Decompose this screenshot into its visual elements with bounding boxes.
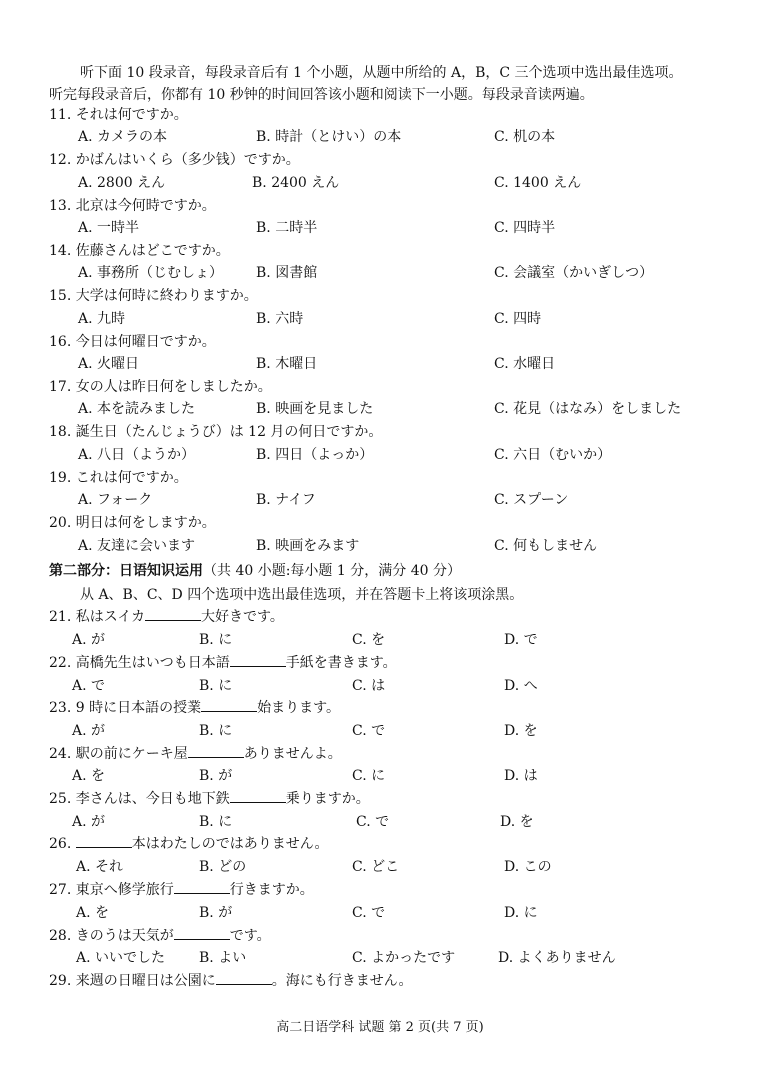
question-text: 17. 女の人は昨日何をしましたか。 (49, 379, 272, 395)
question-14 (0, 240, 760, 262)
question-13 (0, 195, 760, 217)
answer-blank (230, 652, 286, 667)
option-a: A. 八日（ようか） (78, 447, 196, 463)
stem-post: 始まります。 (257, 700, 340, 716)
option-c: C. スプーン (494, 492, 569, 508)
stem-pre: 24. 駅の前にケーキ屋 (49, 746, 188, 762)
options-19 (0, 489, 760, 511)
option-c: C. 四時 (494, 311, 542, 327)
option-a: A. 一時半 (78, 220, 140, 236)
question-16 (0, 331, 760, 353)
question-25 (0, 788, 760, 810)
option-c: C. で (352, 905, 386, 921)
question-text (49, 833, 329, 855)
intro-text-2: 听完每段录音后，你都有 10 秒钟的时间回答该小题和阅读下一小题。每段录音读两遍。 (49, 87, 594, 103)
options-24 (0, 765, 760, 787)
option-c: C. は (352, 678, 386, 694)
option-a: A. を (72, 768, 106, 784)
question-text (49, 697, 340, 719)
option-c: C. 四時半 (494, 220, 556, 236)
intro-text-1: 听下面 10 段录音，每段录音后有 1 个小题，从题中所给的 A，B，C 三个选项中选出最佳选项。 (80, 65, 683, 81)
options-14 (0, 262, 760, 284)
option-b: B. に (199, 678, 233, 694)
option-a: A. 本を読みました (78, 401, 196, 417)
option-d: D. を (500, 814, 534, 830)
options-23 (0, 720, 760, 742)
stem-post: 。海にも行きません。 (271, 973, 413, 989)
question-29 (0, 970, 760, 992)
option-c: C. で (352, 723, 386, 739)
stem-post: 乗りますか。 (285, 791, 370, 807)
option-c: C. に (352, 768, 386, 784)
option-a: A. を (76, 905, 110, 921)
question-17 (0, 376, 760, 398)
option-c: C. 1400 えん (494, 175, 582, 191)
part2-title: 第二部分：日语知识运用 (49, 563, 203, 579)
question-24 (0, 743, 760, 765)
stem-post: ありませんよ。 (243, 746, 342, 762)
option-c: C. 机の本 (494, 129, 556, 145)
stem-post: 大好きです。 (201, 609, 284, 625)
answer-blank (188, 743, 244, 758)
options-12 (0, 172, 760, 194)
option-a: A. 事務所（じむしょ） (78, 265, 224, 281)
option-b: B. ナイフ (256, 492, 316, 508)
intro-line-1 (0, 62, 760, 84)
question-27 (0, 879, 760, 901)
stem-pre: 23. 9 時に日本語の授業 (49, 700, 202, 716)
question-text (49, 879, 314, 901)
question-21 (0, 606, 760, 628)
option-d: D. この (504, 859, 552, 875)
options-25 (0, 811, 760, 833)
part2-heading (0, 560, 760, 582)
stem-post: 行きますか。 (229, 882, 314, 898)
option-b: B. 時計（とけい）の本 (256, 129, 402, 145)
options-15 (0, 308, 760, 330)
option-b: B. 図書館 (256, 265, 318, 281)
question-text: 11. それは何ですか。 (49, 107, 188, 123)
question-28 (0, 925, 760, 947)
answer-blank (230, 788, 286, 803)
question-text (49, 606, 284, 628)
stem-post: です。 (229, 928, 271, 944)
intro-line-2 (0, 84, 760, 106)
question-text (49, 652, 397, 674)
question-text: 18. 誕生日（たんじょうび）は 12 月の何日ですか。 (49, 424, 383, 440)
option-b: B. よい (199, 950, 247, 966)
option-c: C. で (356, 814, 390, 830)
option-c: C. よかったです (352, 950, 456, 966)
question-22 (0, 652, 760, 674)
question-text (49, 970, 413, 992)
question-15 (0, 285, 760, 307)
question-text: 15. 大学は何時に終わりますか。 (49, 288, 258, 304)
option-a: A. 2800 えん (78, 175, 166, 191)
answer-blank (145, 606, 201, 621)
option-d: D. に (504, 905, 538, 921)
part2-heading-wrap (49, 560, 461, 582)
option-d: D. で (504, 632, 538, 648)
part2-instruction-line (0, 584, 760, 606)
part2-instruction: 从 A、B、C、D 四个选项中选出最佳选项，并在答题卡上将该项涂黑。 (80, 587, 524, 603)
option-d: D. を (504, 723, 538, 739)
question-26 (0, 833, 760, 855)
option-a: A. が (72, 814, 106, 830)
option-a: A. で (72, 678, 106, 694)
option-c: C. 水曜日 (494, 356, 556, 372)
question-text: 16. 今日は何曜日ですか。 (49, 334, 216, 350)
option-c: C. 会議室（かいぎしつ） (494, 265, 654, 281)
answer-blank (201, 697, 257, 712)
stem-pre: 29. 来週の日曜日は公園に (49, 973, 216, 989)
options-28 (0, 947, 760, 969)
option-c: C. 何もしません (494, 538, 598, 554)
question-text: 20. 明日は何をしますか。 (49, 515, 216, 531)
options-26 (0, 856, 760, 878)
question-text: 19. これは何ですか。 (49, 470, 188, 486)
option-d: D. よくありません (498, 950, 616, 966)
option-b: B. 二時半 (256, 220, 318, 236)
option-b: B. 映画をみます (256, 538, 360, 554)
stem-pre: 28. きのうは天気が (49, 928, 174, 944)
option-b: B. 映画を見ました (256, 401, 374, 417)
options-18 (0, 444, 760, 466)
question-23 (0, 697, 760, 719)
options-20 (0, 535, 760, 557)
question-11 (0, 104, 760, 126)
option-a: A. 九時 (78, 311, 126, 327)
option-b: B. どの (199, 859, 247, 875)
option-b: B. に (199, 723, 233, 739)
question-12 (0, 149, 760, 171)
option-c: C. を (352, 632, 386, 648)
stem-pre: 27. 東京へ修学旅行 (49, 882, 174, 898)
stem-pre: 26. (49, 836, 76, 852)
answer-blank (216, 970, 272, 985)
option-b: B. が (199, 768, 233, 784)
option-c: C. 六日（むいか） (494, 447, 612, 463)
option-c: C. どこ (352, 859, 400, 875)
answer-blank (174, 879, 230, 894)
part2-subtitle: （共 40 小题:每小题 1 分，满分 40 分） (203, 563, 461, 579)
option-a: A. が (72, 723, 106, 739)
option-a: A. カメラの本 (78, 129, 168, 145)
options-17 (0, 398, 760, 420)
option-a: A. が (72, 632, 106, 648)
option-b: B. 四日（よっか） (256, 447, 374, 463)
answer-blank (174, 925, 230, 940)
option-a: A. いいでした (76, 950, 166, 966)
question-19 (0, 467, 760, 489)
question-text: 14. 佐藤さんはどこですか。 (49, 243, 230, 259)
option-a: A. それ (76, 859, 124, 875)
options-22 (0, 675, 760, 697)
option-a: A. フォーク (78, 492, 153, 508)
question-text: 13. 北京は今何時ですか。 (49, 198, 216, 214)
question-18 (0, 421, 760, 443)
option-b: B. 木曜日 (256, 356, 318, 372)
option-b: B. に (199, 814, 233, 830)
option-a: A. 友達に会います (78, 538, 196, 554)
option-d: D. は (504, 768, 538, 784)
option-a: A. 火曜日 (78, 356, 140, 372)
question-20 (0, 512, 760, 534)
stem-post: 手紙を書きます。 (285, 655, 397, 671)
page-footer: 高二日语学科 试题 第 2 页(共 7 页) (276, 1020, 484, 1035)
options-11 (0, 126, 760, 148)
stem-pre: 25. 李さんは、今日も地下鉄 (49, 791, 230, 807)
options-16 (0, 353, 760, 375)
options-27 (0, 902, 760, 924)
stem-pre: 21. 私はスイカ (49, 609, 146, 625)
question-text (49, 925, 271, 947)
stem-pre: 22. 高橋先生はいつも日本語 (49, 655, 230, 671)
options-21 (0, 629, 760, 651)
question-text (49, 743, 342, 765)
option-b: B. に (199, 632, 233, 648)
answer-blank (76, 833, 132, 848)
question-text: 12. かばんはいくら（多少钱）ですか。 (49, 152, 300, 168)
option-b: B. 六時 (256, 311, 304, 327)
option-b: B. が (199, 905, 233, 921)
options-13 (0, 217, 760, 239)
question-text (49, 788, 370, 810)
option-d: D. へ (504, 678, 538, 694)
stem-post: 本はわたしのではありません。 (131, 836, 329, 852)
option-c: C. 花見（はなみ）をしました (494, 401, 682, 417)
option-b: B. 2400 えん (252, 175, 340, 191)
